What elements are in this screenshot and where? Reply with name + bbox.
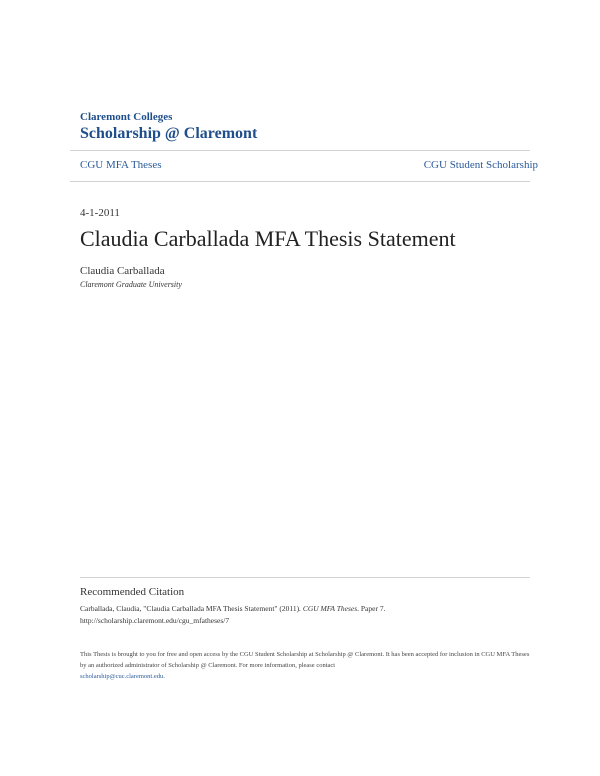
access-notice <box>80 649 530 682</box>
citation-url[interactable]: http://scholarship.claremont.edu/cgu_mfatheses/7 <box>80 616 230 625</box>
recommended-citation <box>80 577 530 627</box>
citation-text-part1: Carballada, Claudia, "Claudia Carballada MFA Thesis Statement" (2011). <box>80 604 303 613</box>
repository-header <box>80 111 540 144</box>
citation-text <box>80 603 530 627</box>
document-title: Claudia Carballada MFA Thesis Statement <box>80 226 456 251</box>
notice-text: This Thesis is brought to you for free and open access by the CGU Student Scholarship at Scholarship @ Claremont. It has been accepted for inclusion in CGU MFA Theses by an authorized administrator of Scholarship @ Claremont. For more information, please contact <box>80 651 530 669</box>
institution-name[interactable]: Claremont Colleges <box>80 111 173 123</box>
citation-heading: Recommended Citation <box>80 586 185 598</box>
notice-email-suffix: . <box>163 673 165 680</box>
citation-text-part2: . Paper 7. <box>357 604 386 613</box>
contact-email-link[interactable]: scholarship@cuc.claremont.edu <box>80 673 164 680</box>
repository-name[interactable]: Scholarship @ Claremont <box>80 125 258 142</box>
collection-nav <box>70 150 538 182</box>
author-affiliation: Claremont Graduate University <box>80 280 182 289</box>
author-name: Claudia Carballada <box>80 265 165 277</box>
collection-link-student-scholarship[interactable]: CGU Student Scholarship <box>423 159 538 171</box>
citation-series: CGU MFA Theses <box>302 604 358 613</box>
collection-link-mfa-theses[interactable]: CGU MFA Theses <box>80 159 162 171</box>
publication-date: 4-1-2011 <box>80 207 120 219</box>
